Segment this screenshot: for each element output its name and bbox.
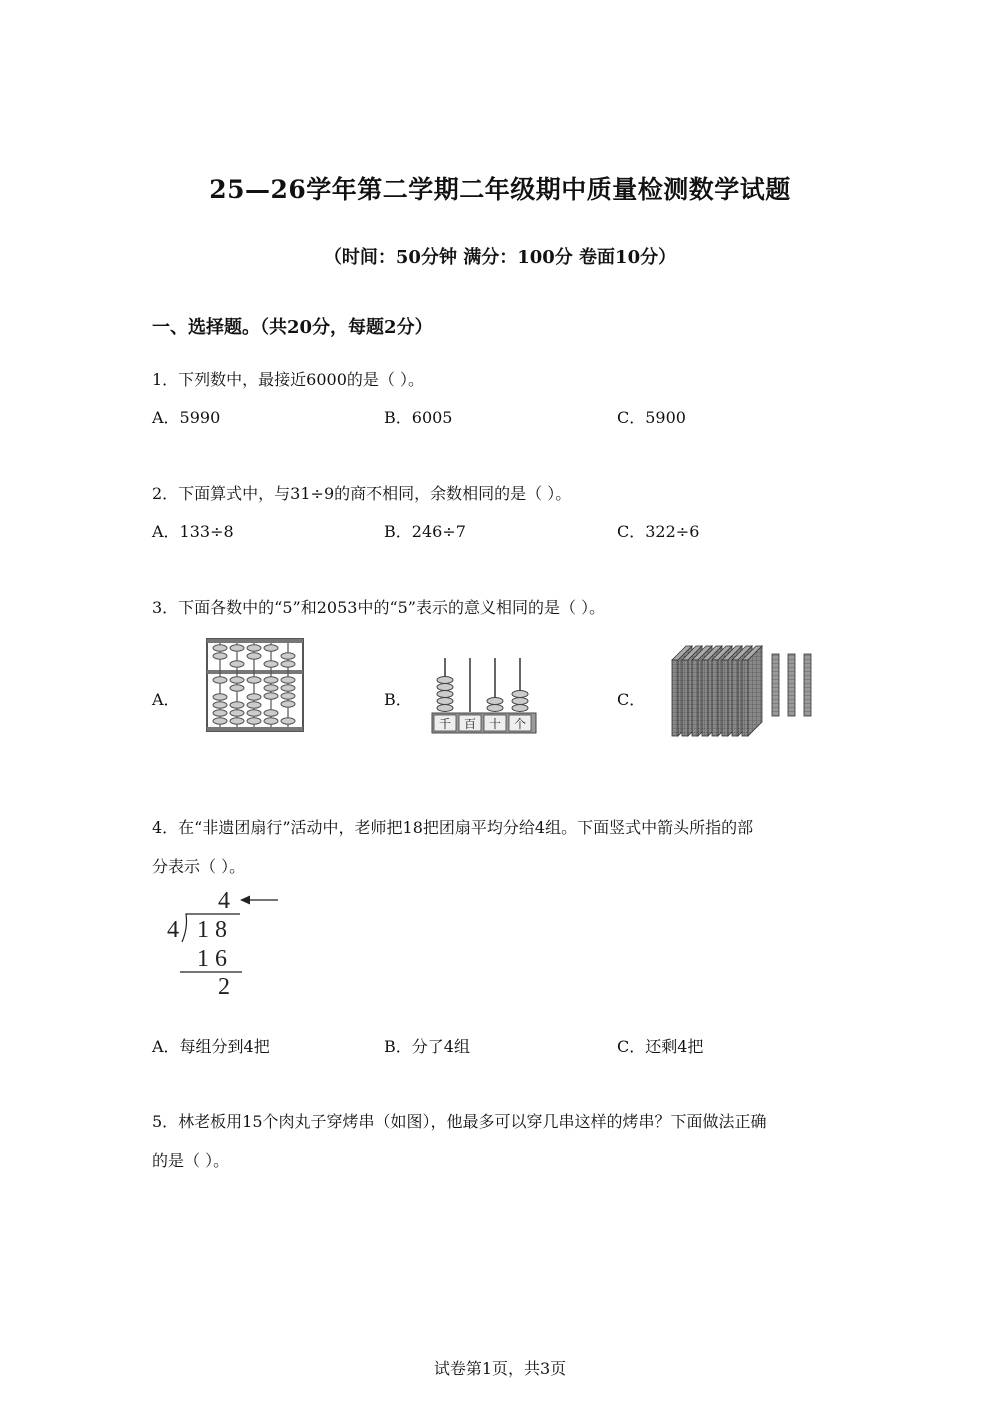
question-4-stem-line1: 4．在“非遗团扇行”活动中，老师把18把团扇平均分给4组。下面竖式中箭头所指的部 [152,818,754,837]
question-4-option-c: C．还剩4把 [617,1037,704,1056]
counter-label-hundreds: 百 [463,717,477,731]
question-4-option-b: B．分了4组 [384,1037,470,1056]
division-divisor: 4 [167,917,179,943]
division-product: 1 6 [197,946,227,972]
question-3-option-a: A． [152,690,180,709]
exam-info: （时间：50分钟 满分：100分 卷面10分） [323,247,677,268]
question-2-option-c: C．322÷6 [617,522,700,541]
question-2-stem: 2．下面算式中，与31÷9的商不相同，余数相同的是（ ）。 [152,484,572,503]
base-ten-blocks-figure [668,640,820,738]
question-5-stem-line1: 5．林老板用15个肉丸子穿烤串（如图），他最多可以穿几串这样的烤串？下面做法正确 [152,1112,767,1131]
question-3-option-c: C． [617,690,646,709]
division-remainder: 2 [218,974,230,1000]
page-title: 25—26学年第二学期二年级期中质量检测数学试题 [209,175,791,204]
question-2-option-a: A．133÷8 [152,522,234,541]
counter-label-ones: 个 [513,717,527,731]
counter-label-thousands: 千 [438,717,452,731]
question-3-option-b: B． [384,690,412,709]
question-5-stem-line2: 的是（ ）。 [152,1151,230,1170]
counter-label-tens: 十 [488,717,502,731]
question-4-option-a: A．每组分到4把 [152,1037,270,1056]
abacus-figure [206,638,304,732]
pointer-arrow-icon [240,896,250,905]
question-2-option-b: B．246÷7 [384,522,466,541]
question-1-option-c: C．5900 [617,408,686,427]
counting-frame-figure [430,656,538,736]
page-footer: 试卷第1页，共3页 [433,1359,567,1378]
question-3-stem: 3．下面各数中的“5”和2053中的“5”表示的意义相同的是（ ）。 [152,598,606,617]
long-division-figure [160,884,290,1000]
division-quotient: 4 [218,888,230,914]
question-1-option-b: B．6005 [384,408,453,427]
section-heading: 一、选择题。（共20分，每题2分） [152,317,433,338]
question-1-option-a: A．5990 [152,408,221,427]
question-1-stem: 1．下列数中，最接近6000的是（ ）。 [152,370,424,389]
division-dividend: 1 8 [197,917,227,943]
question-4-stem-line2: 分表示（ ）。 [152,857,246,876]
